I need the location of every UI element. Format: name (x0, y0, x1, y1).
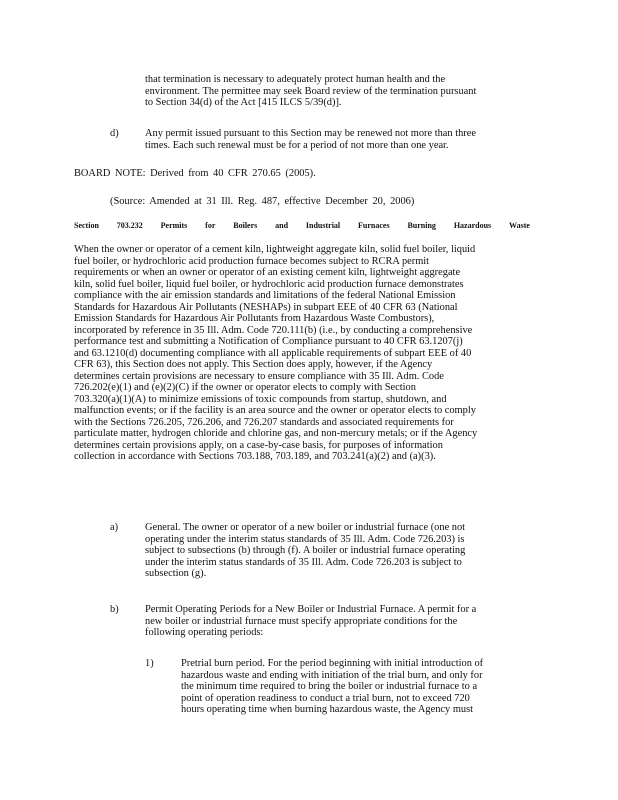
item-b1-label: 1) (145, 658, 154, 669)
heading-word: for (205, 221, 216, 230)
text-line: fuel boiler, or hydrochloric acid production furnace becomes subject to RCRA permit (74, 255, 430, 267)
item-a-text (145, 522, 530, 580)
item-d-text (145, 128, 530, 151)
board-note: BOARD NOTE: Derived from 40 CFR 270.65 (2005). (74, 168, 316, 179)
heading-word: Industrial (305, 221, 341, 230)
item-a-label: a) (110, 522, 119, 533)
text-line: 726.202(e)(1) and (e)(2)(C) if the owner or operator elects to comply with Section (74, 382, 416, 393)
text-line: under the interim status standards of 35 Ill. Adm. Code 726.203 is subject to (145, 556, 462, 568)
text-line: kiln, solid fuel boiler, liquid fuel boiler, or hydrochloric acid production furnace demonstrates (74, 278, 464, 290)
heading-word: Boilers (233, 221, 258, 230)
heading-word: Waste (509, 221, 530, 230)
text-line: following operating periods: (145, 627, 264, 639)
text-line: Any permit issued pursuant to this Section may be renewed not more than three (145, 128, 476, 139)
text-line: hours operating time when burning hazardous waste, the Agency must (181, 704, 474, 716)
text-line: Emission Standards for Hazardous Air Pollutants from Hazardous Waste Combustors), (74, 313, 435, 324)
text-line: that termination is necessary to adequately protect human health and the (145, 74, 446, 85)
text-line: the minimum time required to bring the boiler or industrial furnace to a (181, 681, 478, 693)
source-note: (Source: Amended at 31 Ill. Reg. 487, effective December 20, 2006) (110, 196, 415, 207)
item-d-label: d) (110, 128, 119, 139)
text-line: malfunction events; or if the facility is an area source and the owner or operator elects to comply (74, 405, 476, 416)
text-line: General. The owner or operator of a new boiler or industrial furnace (one not (145, 522, 466, 533)
heading-word: and (275, 221, 289, 230)
text-line: 703.320(a)(1)(A) to minimize emissions of toxic compounds from startup, shutdown, and (74, 393, 447, 405)
text-line: new boiler or industrial furnace must specify appropriate conditions for the (145, 615, 458, 627)
heading-word: Permits (160, 221, 188, 230)
text-line: hazardous waste and ending with initiation of the trial burn, and only for (181, 669, 483, 681)
heading-word: Furnaces (358, 221, 390, 230)
text-line: point of operation readiness to conduct a trial burn, not to exceed 720 (181, 692, 470, 704)
text-line: operating under the interim status standards of 35 Ill. Adm. Code 726.203) is (145, 533, 465, 545)
text-line: with the Sections 726.205, 726.206, and 726.207 standards and associated requirements for (74, 416, 454, 428)
text-line: subsection (g). (145, 568, 207, 580)
text-line: When the owner or operator of a cement kiln, lightweight aggregate kiln, solid fuel boiler, liquid (74, 244, 476, 255)
text-line: incorporated by reference in 35 Ill. Adm. Code 720.111(b) (i.e., by conducting a comprehensive (74, 324, 473, 336)
text-line: subject to subsections (b) through (f). A boiler or industrial furnace operating (145, 545, 466, 557)
section-heading (74, 221, 530, 231)
heading-word: Hazardous (453, 221, 492, 230)
text-line: Standards for Hazardous Air Pollutants (NESHAPs) in subpart EEE of 40 CFR 63 (National (74, 301, 458, 313)
intro-continuation (145, 74, 530, 109)
text-line: Pretrial burn period. For the period beginning with initial introduction of (181, 658, 484, 669)
item-b1-text (181, 658, 530, 716)
item-b-label: b) (110, 604, 119, 615)
text-line: compliance with the air emission standards and limitations of the federal National Emission (74, 290, 456, 301)
heading-word: Burning (407, 221, 436, 230)
text-line: particulate matter, hydrogen chloride and chlorine gas, and non-mercury metals; or if the Agency (74, 428, 478, 439)
heading-word: Section (74, 221, 99, 230)
text-line: and 63.1210(d) documenting compliance with all applicable requirements of subpart EEE of 40 (74, 347, 472, 359)
item-b-text (145, 604, 530, 639)
heading-word: 703.232 (116, 221, 143, 230)
text-line: to Section 34(d) of the Act [415 ILCS 5/39(d)]. (145, 97, 342, 109)
text-line: Permit Operating Periods for a New Boiler or Industrial Furnace. A permit for a (145, 604, 477, 615)
text-line: CFR 63), this Section does not apply. This Section does apply, however, if the Agency (74, 359, 433, 370)
text-line: environment. The permittee may seek Board review of the termination pursuant (145, 85, 477, 97)
text-line: collection in accordance with Sections 703.188, 703.189, and 703.241(a)(2) and (a)(3). (74, 451, 436, 462)
text-line: determines certain provisions are necessary to ensure compliance with 35 Ill. Adm. Code (74, 370, 444, 382)
text-line: times. Each such renewal must be for a period of not more than one year. (145, 139, 449, 151)
text-line: determines certain provisions apply, on a case-by-case basis, for purposes of information (74, 439, 443, 451)
main-paragraph (74, 244, 530, 463)
text-line: requirements or when an owner or operator of an existing cement kiln, lightweight aggregate (74, 267, 461, 278)
text-line: performance test and submitting a Notification of Compliance pursuant to 40 CFR 63.1207(j) (74, 336, 463, 347)
